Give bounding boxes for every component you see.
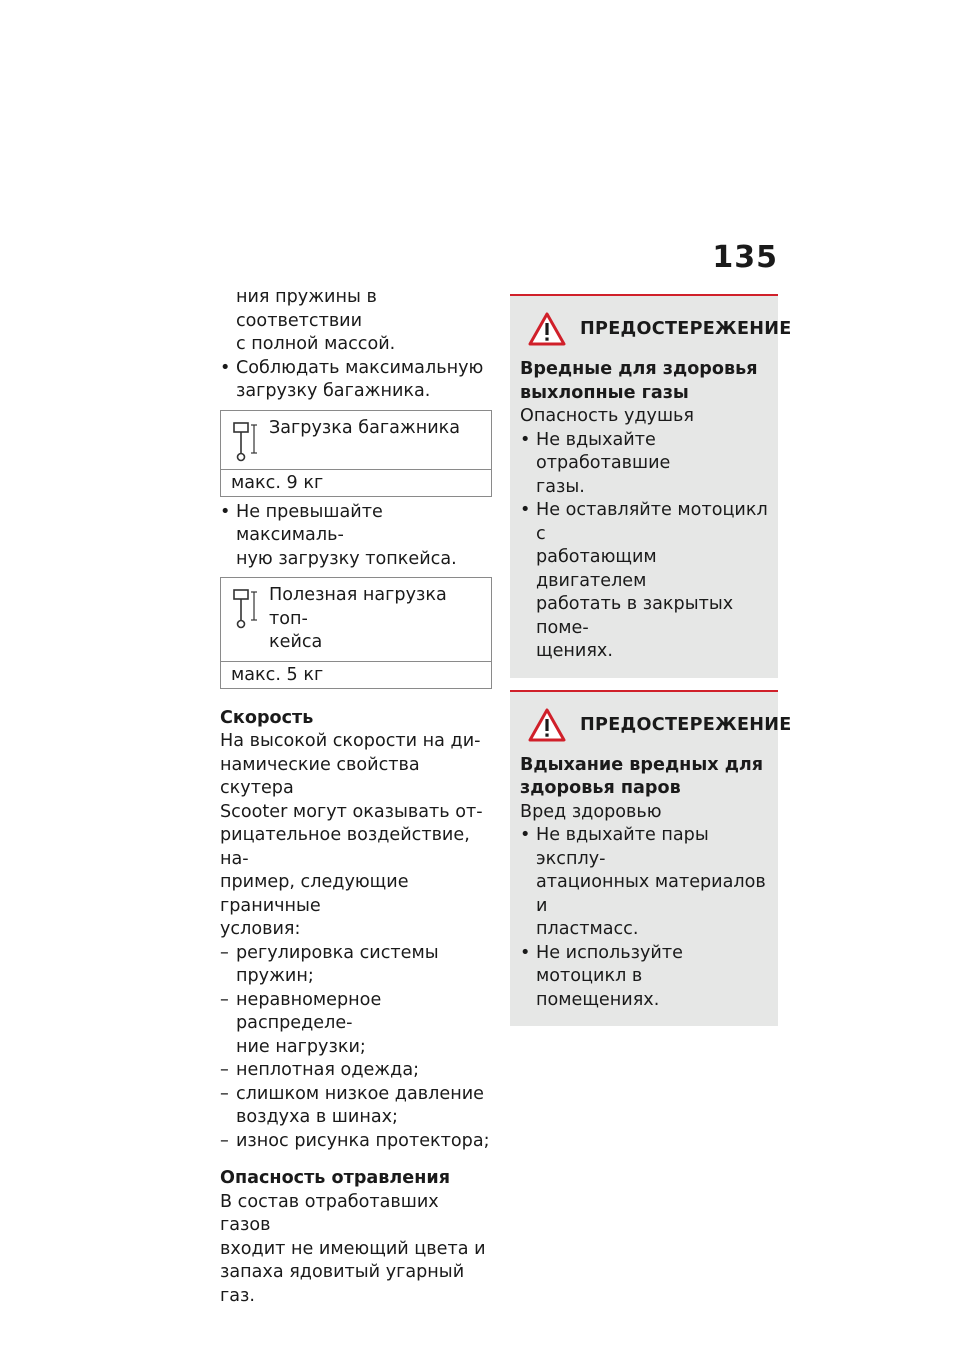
warning-box (510, 294, 792, 678)
text-line: воздуха в шинах; (236, 1107, 398, 1127)
text-line: Вдыхание вредных для (520, 754, 764, 775)
text-line: В состав отработавших газов (220, 1191, 439, 1235)
warning-heading (520, 754, 768, 801)
intro-text (220, 286, 492, 357)
dash-item (220, 942, 492, 989)
warning-subtitle: Опасность удушья (520, 406, 694, 426)
text-line: – неравномерное распределе- (236, 989, 382, 1033)
bullet-item (220, 501, 492, 572)
warning-bullet (520, 499, 768, 664)
poison-paragraph (220, 1191, 492, 1309)
text-line: атационных материалов и (536, 872, 766, 916)
text-line: Вредные для здоровья (520, 359, 758, 379)
warning-title: ПРЕДОСТЕРЕЖЕНИЕ (580, 319, 792, 339)
luggage-icon (221, 582, 269, 655)
text-line: – слишком низкое давление (236, 1083, 484, 1104)
warning-heading (520, 358, 768, 405)
section-heading-speed: Скорость (220, 707, 314, 728)
warning-bullet (520, 824, 768, 942)
warning-title: ПРЕДОСТЕРЕЖЕНИЕ (580, 714, 792, 735)
text-line: кейса (269, 632, 323, 652)
bullet-item (220, 357, 492, 404)
warning-subtitle: Вред здоровью (520, 801, 662, 822)
text-line: рицательное воздействие, на- (220, 825, 470, 869)
section-heading-poison: Опасность отравления (220, 1168, 451, 1188)
text-line: запаха ядовитый угарный газ. (220, 1262, 465, 1306)
text-line: помещениях. (536, 989, 660, 1010)
right-column (510, 294, 792, 1038)
text-line: – износ рисунка протектора; (236, 1130, 490, 1151)
spec-table-luggage (220, 410, 492, 497)
warning-bullet (520, 942, 768, 1013)
spec-value: макс. 5 кг (221, 661, 491, 688)
luggage-icon (221, 415, 269, 463)
left-column (220, 286, 492, 1308)
text-line: выхлопные газы (520, 382, 689, 403)
text-line: Scooter могут оказывать от- (220, 801, 483, 822)
warning-bullet (520, 429, 768, 500)
spec-table-topcase (220, 577, 492, 689)
dash-item (220, 1059, 492, 1083)
warning-triangle-icon (528, 312, 566, 346)
text-line: загрузку багажника. (236, 381, 431, 401)
text-line: здоровья паров (520, 778, 681, 798)
text-line: • Не превышайте максималь- (236, 501, 383, 545)
text-line: На высокой скорости на ди- (220, 731, 481, 751)
text-line: • Не используйте мотоцикл в (536, 942, 683, 986)
warning-box (510, 690, 792, 1027)
text-line: пример, следующие граничные (220, 872, 409, 916)
text-line: – неплотная одежда; (236, 1060, 420, 1080)
text-line: входит не имеющий цвета и (220, 1238, 486, 1259)
text-line: • Не вдыхайте пары эксплу- (536, 825, 709, 869)
dash-item (220, 1083, 492, 1130)
text-line: работать в закрытых поме- (536, 594, 734, 638)
warning-triangle-icon (528, 708, 566, 742)
text-line: – регулировка системы пружин; (236, 942, 439, 986)
text-line: щениях. (536, 641, 613, 661)
text-line: Полезная нагрузка топ- (269, 585, 447, 629)
text-line: пластмасс. (536, 919, 639, 939)
speed-paragraph (220, 730, 492, 942)
spec-value: макс. 9 кг (221, 469, 491, 496)
dash-item (220, 1130, 492, 1154)
dash-item (220, 989, 492, 1060)
text-line: ния пружины в соответствии (236, 287, 377, 331)
text-line: с полной массой. (236, 334, 396, 354)
text-line: • Не оставляйте мотоцикл с (536, 500, 768, 544)
text-line: намические свойства скутера (220, 754, 420, 798)
text-line: • Соблюдать максимальную (236, 357, 484, 378)
spec-title (269, 582, 491, 655)
text-line: ную загрузку топкейса. (236, 548, 457, 569)
text-line: условия: (220, 919, 301, 939)
text-line: работающим двигателем (536, 547, 657, 591)
text-line: • Не вдыхайте отработавшие (536, 429, 671, 473)
spec-title: Загрузка багажника (269, 417, 461, 438)
text-line: ние нагрузки; (236, 1036, 366, 1057)
page-number: 135 (712, 240, 778, 275)
text-line: газы. (536, 476, 585, 497)
